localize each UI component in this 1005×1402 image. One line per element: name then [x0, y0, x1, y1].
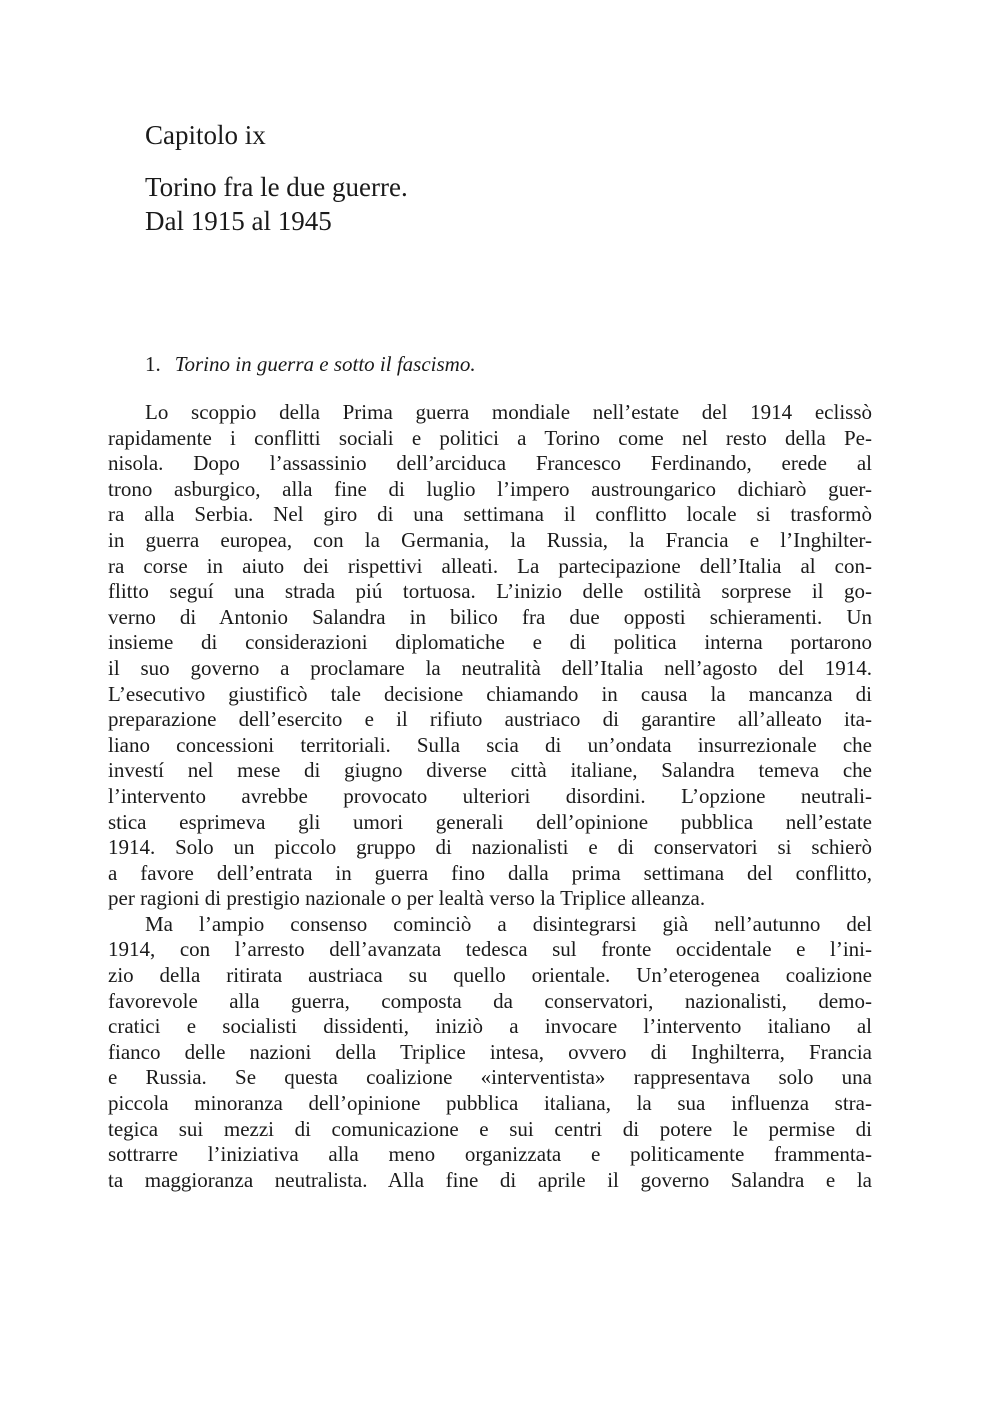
- text-line: Ma l’ampio consenso cominciò a disintegrarsi già nell’autunno del: [145, 911, 872, 936]
- text-line: cratici e socialisti dissidenti, iniziò a invocare l’intervento italiano al: [108, 1014, 872, 1039]
- section-number: 1.: [145, 352, 161, 376]
- paragraph: [108, 400, 872, 912]
- text-line: L’esecutivo giustificò tale decisione chiamando in causa la mancanza di: [108, 681, 872, 706]
- text-line: tegica sui mezzi di comunicazione e sui centri di potere le permise di: [108, 1116, 872, 1141]
- text-line: ra alla Serbia. Nel giro di una settimana il conflitto locale si trasformò: [108, 502, 872, 527]
- text-line: il suo governo a proclamare la neutralità dell’Italia nell’agosto del 1914.: [108, 655, 872, 680]
- chapter-title-line-1: Torino fra le due guerre.: [145, 172, 408, 202]
- text-line: rapidamente i conflitti sociali e politici a Torino come nel resto della Pe-: [108, 425, 872, 450]
- text-line: flitto seguí una strada piú tortuosa. L’inizio delle ostilità sorprese il go-: [108, 579, 872, 604]
- text-line: a favore dell’entrata in guerra fino dalla prima settimana del conflitto,: [108, 860, 872, 885]
- text-line: insieme di considerazioni diplomatiche e di politica interna portarono: [108, 630, 872, 655]
- text-line: in guerra europea, con la Germania, la Russia, la Francia e l’Inghilter-: [108, 527, 872, 552]
- text-line: fianco delle nazioni della Triplice intesa, ovvero di Inghilterra, Francia: [108, 1039, 872, 1064]
- text-line: sottrarre l’iniziativa alla meno organizzata e politicamente frammenta-: [108, 1142, 872, 1167]
- text-line: ra corse in aiuto dei rispettivi alleati. La partecipazione dell’Italia al con-: [108, 553, 872, 578]
- text-line: piccola minoranza dell’opinione pubblica italiana, la sua influenza stra-: [108, 1091, 872, 1116]
- section-title: Torino in guerra e sotto il fascismo.: [174, 352, 476, 376]
- body-text: [108, 400, 872, 1193]
- chapter-title-line-2: Dal 1915 al 1945: [145, 206, 332, 236]
- text-line: e Russia. Se questa coalizione «interventista» rappresentava solo una: [108, 1065, 872, 1090]
- text-line: zio della ritirata austriaca su quello orientale. Un’eterogenea coalizione: [108, 963, 872, 988]
- section-heading: [145, 350, 476, 378]
- text-line: verno di Antonio Salandra in bilico fra due opposti schieramenti. Un: [108, 604, 872, 629]
- text-line: nisola. Dopo l’assassinio dell’arciduca Francesco Ferdinando, erede al: [108, 451, 872, 476]
- text-line: liano concessioni territoriali. Sulla scia di un’ondata insurrezionale che: [108, 732, 872, 757]
- text-line: trono asburgico, alla fine di luglio l’impero austroungarico dichiarò guer-: [108, 476, 872, 501]
- text-line: l’intervento avrebbe provocato ulteriori disordini. L’opzione neutrali-: [108, 783, 872, 808]
- chapter-title: [145, 170, 408, 238]
- text-line: per ragioni di prestigio nazionale o per lealtà verso la Triplice alleanza.: [108, 886, 706, 911]
- text-line: favorevole alla guerra, composta da conservatori, nazionalisti, demo-: [108, 988, 872, 1013]
- text-line: preparazione dell’esercito e il rifiuto austriaco di garantire all’alleato ita-: [108, 707, 872, 732]
- text-line: stica esprimeva gli umori generali dell’opinione pubblica nell’estate: [108, 809, 872, 834]
- text-line: Lo scoppio della Prima guerra mondiale nell’estate del 1914 eclissò: [145, 400, 872, 424]
- paragraph: [108, 912, 872, 1194]
- text-line: investí nel mese di giugno diverse città italiane, Salandra temeva che: [108, 758, 872, 783]
- text-line: ta maggioranza neutralista. Alla fine di aprile il governo Salandra e la: [108, 1167, 872, 1192]
- chapter-label: Capitolo ix: [145, 120, 266, 150]
- text-line: 1914, con l’arresto dell’avanzata tedesca sul fronte occidentale e l’ini-: [108, 937, 872, 962]
- text-line: 1914. Solo un piccolo gruppo di nazionalisti e di conservatori si schierò: [108, 835, 872, 860]
